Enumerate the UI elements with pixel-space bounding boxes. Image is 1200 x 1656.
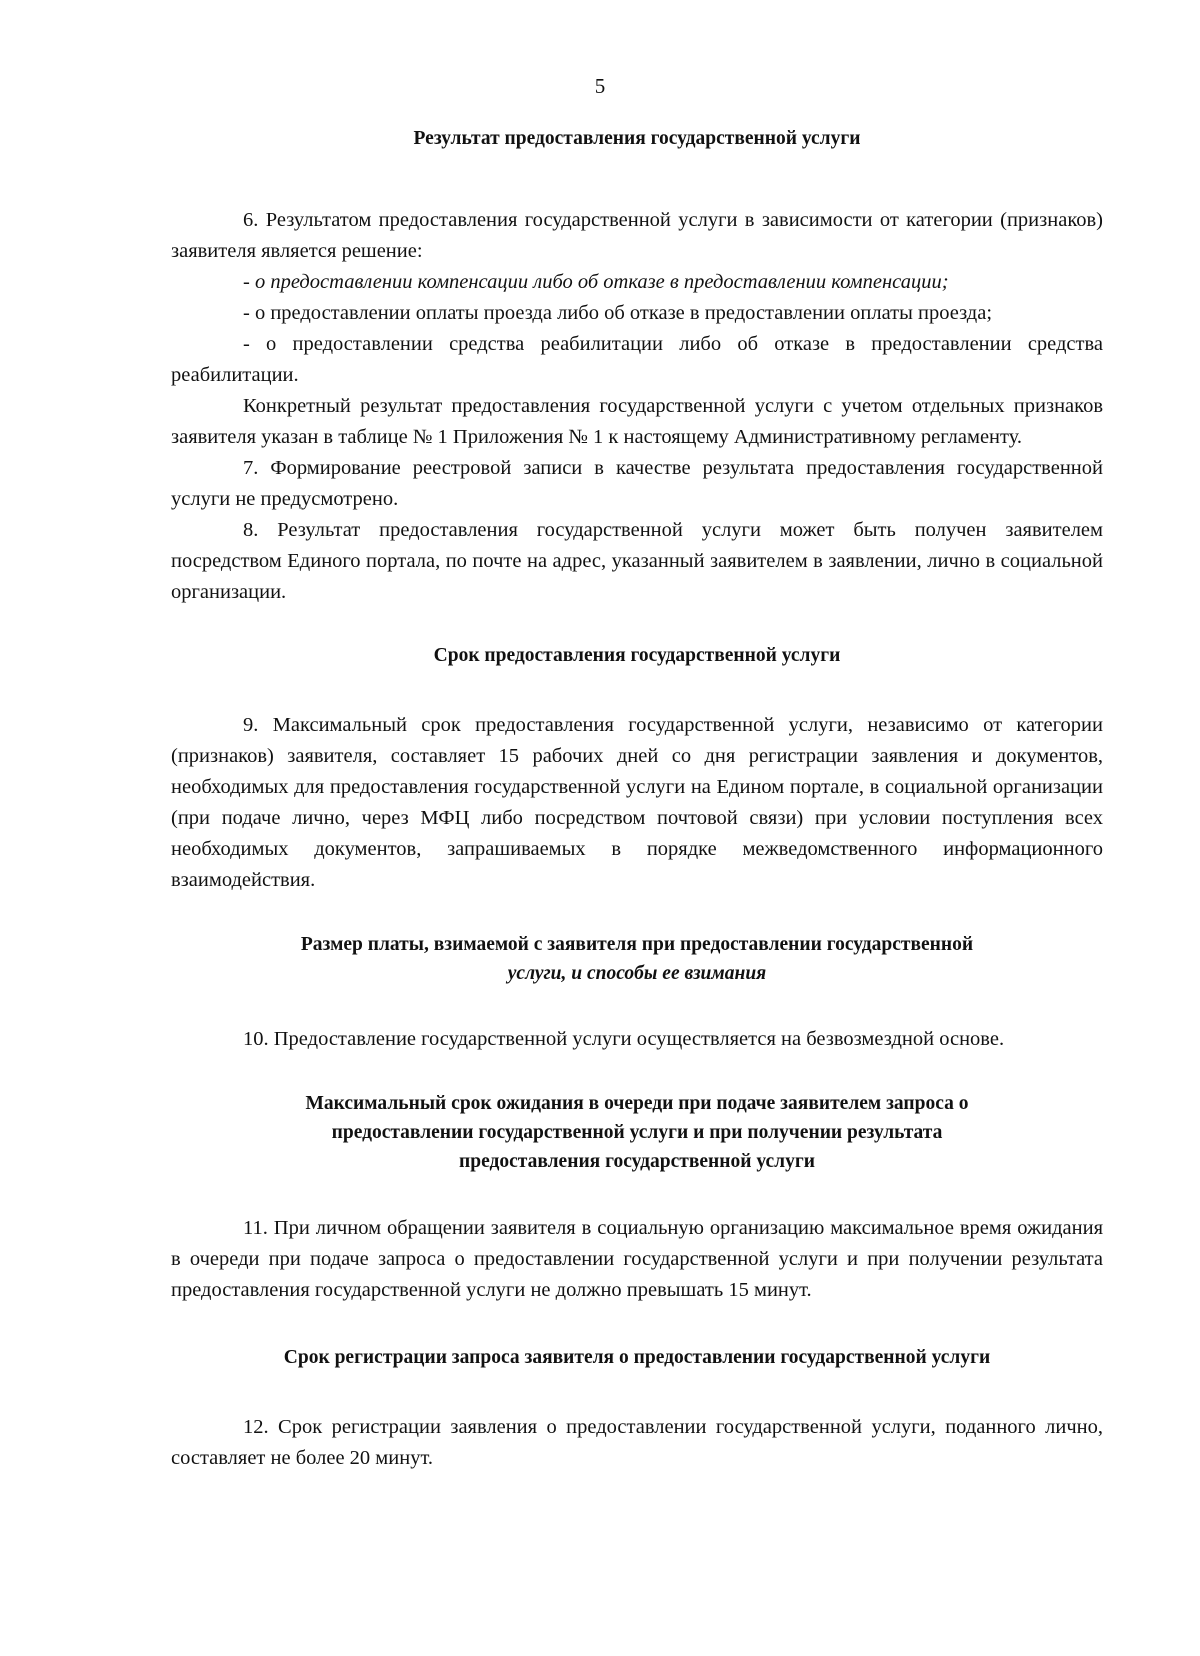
heading-wait-line3: предоставления государственной услуги — [459, 1151, 815, 1172]
paragraph-9: 9. Максимальный срок предоставления государственной услуги, независимо от категории (признаков) заявителя, составляет 15 рабочих дней со дня регистрации заявления и документов, необходимых для предоставления государственной услуги на Едином портале, в социальной организации (при подаче лично, через МФЦ либо посредством почтовой связи) при условии поступления всех необходимых документов, запрашиваемых в порядке межведомственного информационного взаимодействия. — [171, 714, 1103, 891]
heading-wait — [171, 1089, 1103, 1176]
heading-result: Результат предоставления государственной услуги — [413, 128, 861, 149]
paragraph-6: 6. Результатом предоставления государственной услуги в зависимости от категории (признаков) заявителя является решение: — [171, 209, 1103, 262]
heading-fee-line2: услуги, и способы ее взимания — [507, 963, 767, 984]
heading-wait-line2: предоставлении государственной услуги и при получении результата — [331, 1122, 943, 1143]
paragraph-11: 11. При личном обращении заявителя в социальную организацию максимальное время ожидания в очереди при подаче запроса о предоставлении государственной услуги и при получении результата предоставления государственной услуги не должно превышать 15 минут. — [171, 1217, 1103, 1301]
page-number: 5 — [594, 74, 606, 98]
document-body — [171, 124, 1103, 1474]
paragraph-8: 8. Результат предоставления государственной услуги может быть получен заявителем посредством Единого портала, по почте на адрес, указанный заявителем в заявлении, лично в социальной организации. — [171, 519, 1103, 603]
heading-term: Срок предоставления государственной услуги — [433, 645, 841, 666]
paragraph-7: 7. Формирование реестровой записи в качестве результата предоставления государственной услуги не предусмотрено. — [171, 457, 1103, 510]
list-item-travel-payment: - о предоставлении оплаты проезда либо об отказе в предоставлении оплаты проезда; — [243, 302, 993, 324]
paragraph-12: 12. Срок регистрации заявления о предоставлении государственной услуги, поданного лично, составляет не более 20 минут. — [171, 1416, 1103, 1469]
heading-wait-line1: Максимальный срок ожидания в очереди при подаче заявителем запроса о — [305, 1093, 969, 1114]
list-item-compensation: - о предоставлении компенсации либо об отказе в предоставлении компенсации; — [243, 271, 949, 293]
heading-fee-line1: Размер платы, взимаемой с заявителя при предоставлении государственной — [300, 934, 974, 955]
heading-registration: Срок регистрации запроса заявителя о предоставлении государственной услуги — [283, 1347, 991, 1368]
heading-fee — [171, 930, 1103, 988]
paragraph-concrete-result: Конкретный результат предоставления государственной услуги с учетом отдельных признаков заявителя указан в таблице № 1 Приложения № 1 к настоящему Административному регламенту. — [171, 395, 1103, 448]
paragraph-10: 10. Предоставление государственной услуги осуществляется на безвозмездной основе. — [243, 1028, 1005, 1050]
list-item-rehabilitation: - о предоставлении средства реабилитации либо об отказе в предоставлении средства реабилитации. — [171, 333, 1103, 386]
